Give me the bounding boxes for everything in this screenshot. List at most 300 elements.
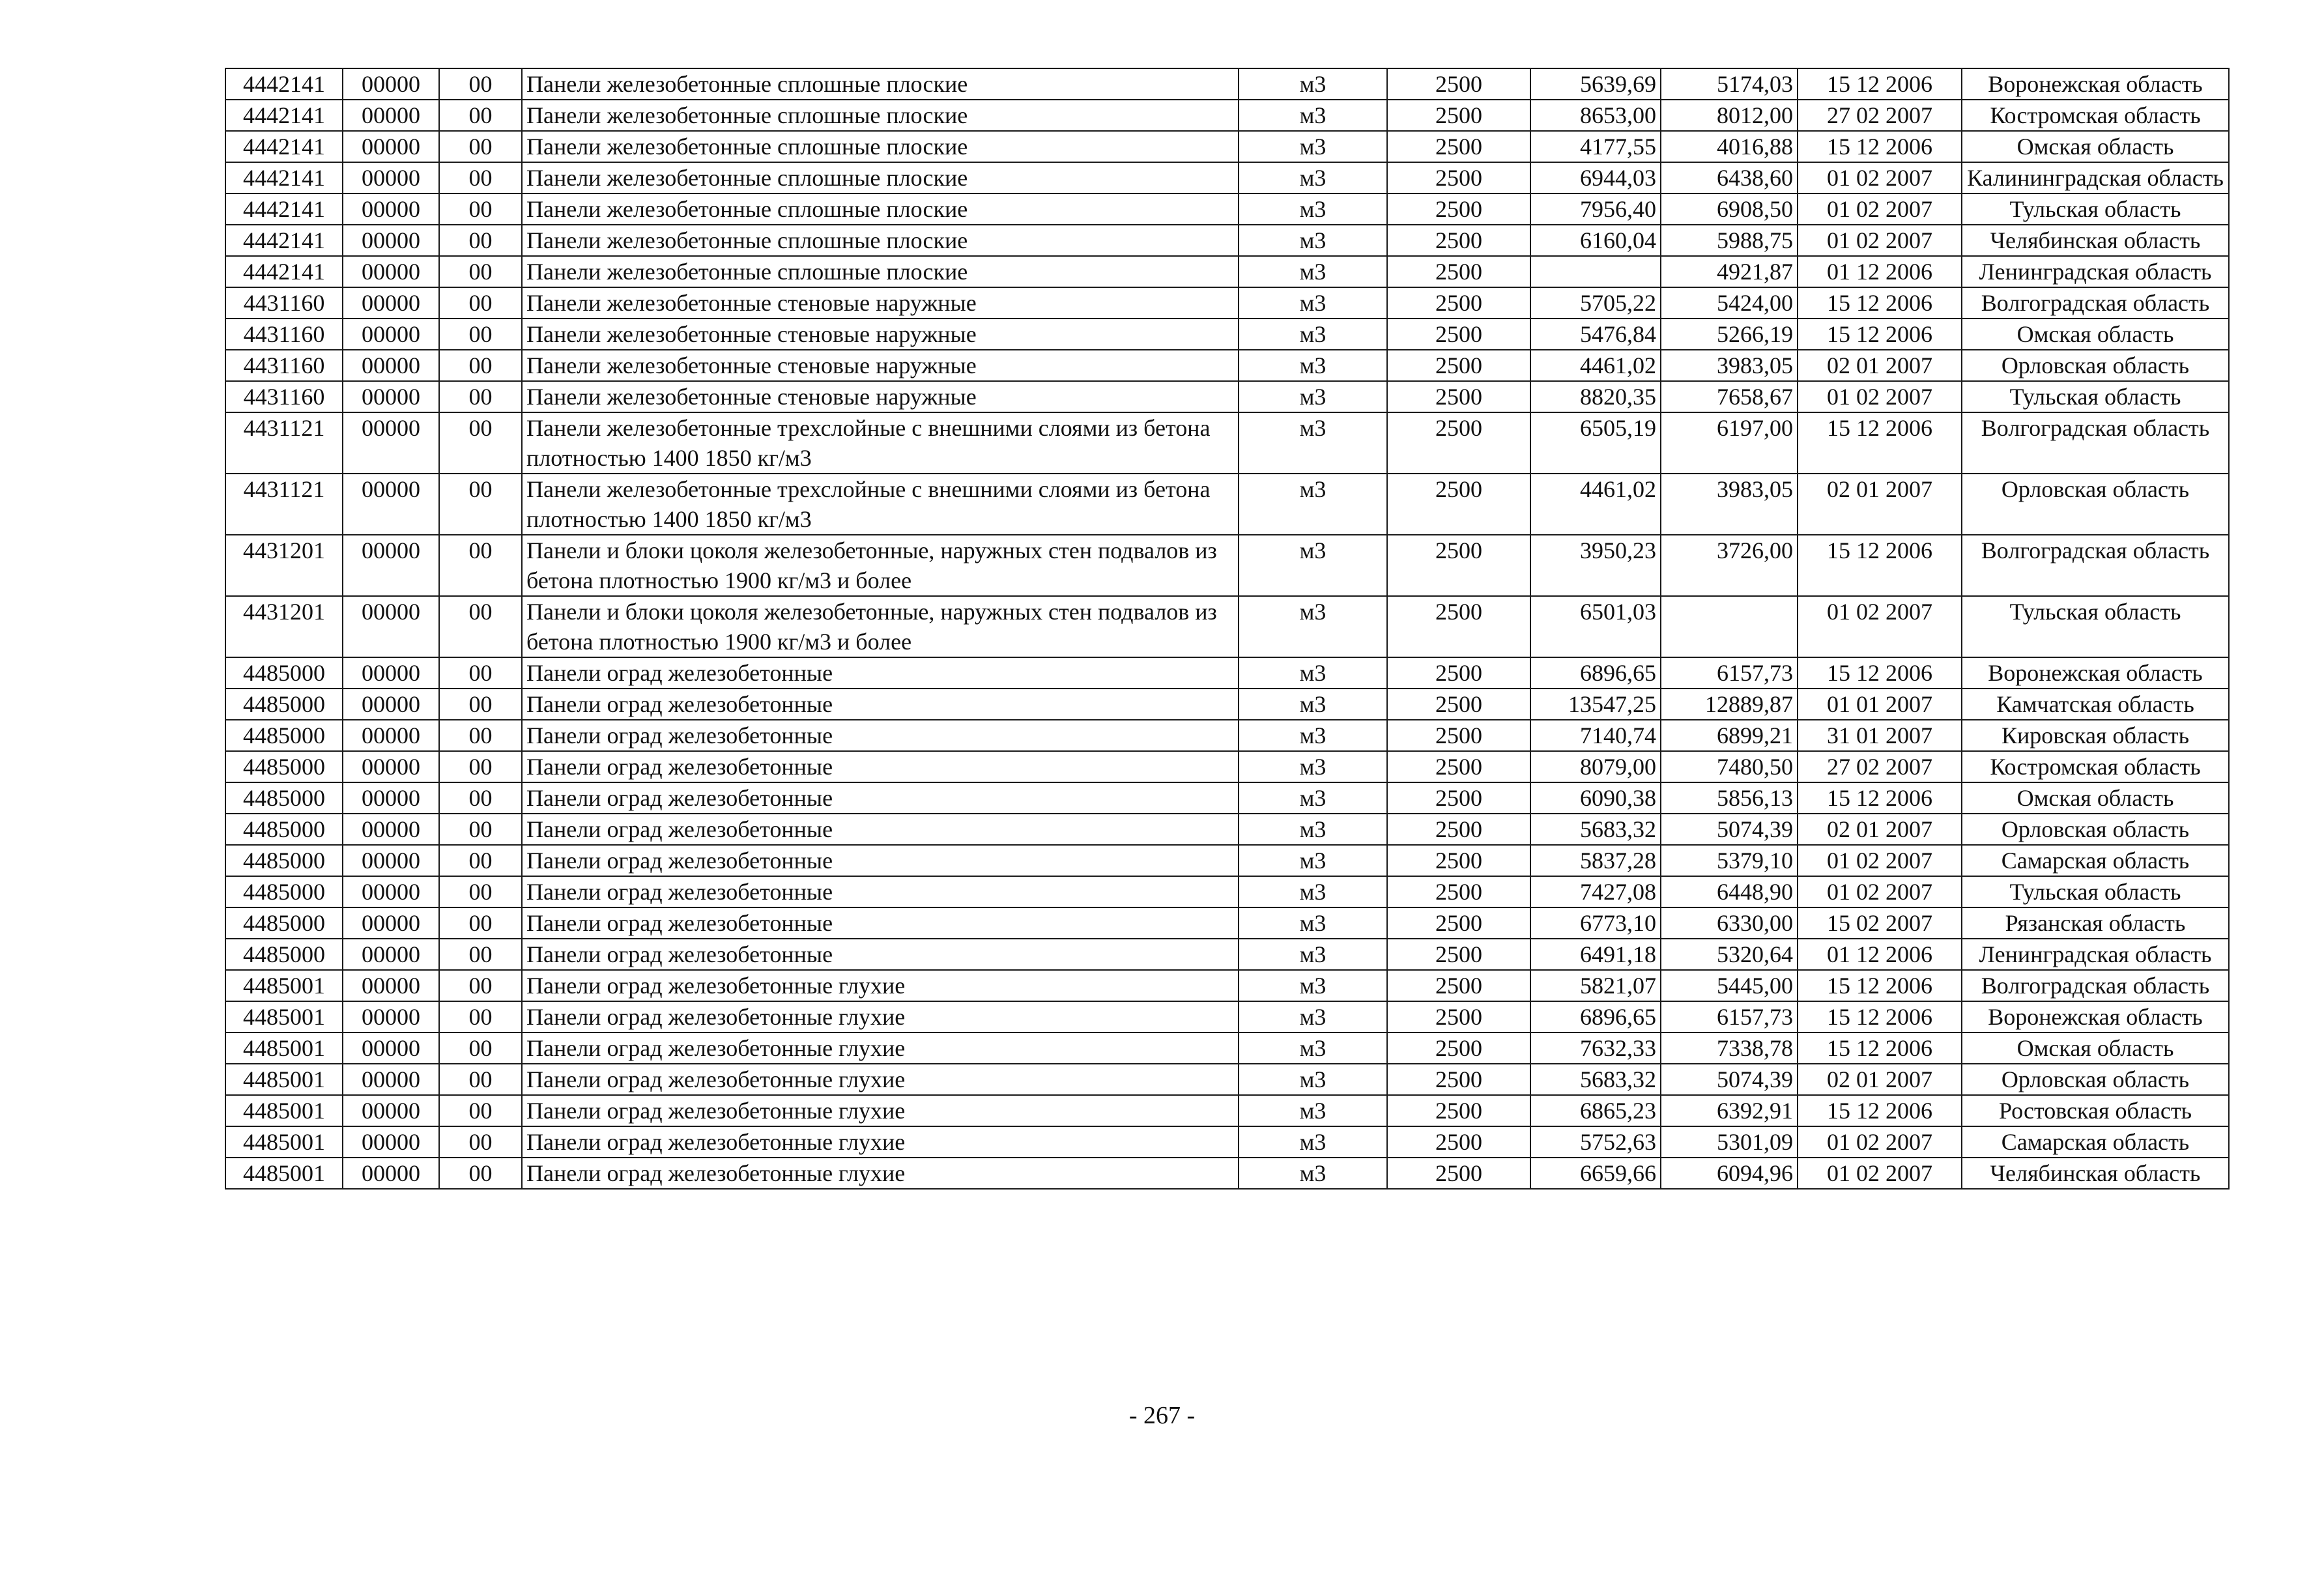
cell-price-without-vat: 7658,67: [1661, 381, 1798, 412]
cell-quantity: 2500: [1387, 845, 1530, 876]
cell-price-with-vat: 8653,00: [1530, 100, 1661, 131]
cell-code: 4442141: [225, 225, 343, 256]
cell-product-name: Панели оград железобетонные глухие: [522, 1033, 1239, 1064]
cell-subcode: 00000: [343, 845, 439, 876]
cell-unit: м3: [1239, 319, 1387, 350]
cell-price-with-vat: 6773,10: [1530, 907, 1661, 939]
cell-quantity: 2500: [1387, 1033, 1530, 1064]
cell-suffix: 00: [439, 1001, 522, 1033]
cell-price-with-vat: 5683,32: [1530, 1064, 1661, 1095]
cell-suffix: 00: [439, 720, 522, 751]
cell-suffix: 00: [439, 657, 522, 689]
cell-region: Воронежская область: [1962, 68, 2229, 100]
table-row: [225, 751, 2229, 782]
cell-date: 02 01 2007: [1798, 350, 1962, 381]
cell-subcode: 00000: [343, 1033, 439, 1064]
cell-product-name: Панели железобетонные сплошные плоские: [522, 131, 1239, 162]
cell-code: 4431160: [225, 350, 343, 381]
cell-price-with-vat: 5837,28: [1530, 845, 1661, 876]
cell-product-name: Панели оград железобетонные глухие: [522, 1001, 1239, 1033]
cell-date: 15 12 2006: [1798, 535, 1962, 596]
cell-price-with-vat: 5752,63: [1530, 1126, 1661, 1158]
cell-product-name: Панели железобетонные трехслойные с внешними слоями из бетона плотностью 1400 1850 кг/м3: [522, 412, 1239, 474]
cell-price-with-vat: 5639,69: [1530, 68, 1661, 100]
cell-unit: м3: [1239, 939, 1387, 970]
table-row: [225, 287, 2229, 319]
table-row: [225, 100, 2229, 131]
cell-product-name: Панели железобетонные стеновые наружные: [522, 319, 1239, 350]
cell-quantity: 2500: [1387, 782, 1530, 814]
cell-suffix: 00: [439, 751, 522, 782]
cell-price-with-vat: 5821,07: [1530, 970, 1661, 1001]
cell-price-without-vat: 5266,19: [1661, 319, 1798, 350]
cell-date: 31 01 2007: [1798, 720, 1962, 751]
cell-unit: м3: [1239, 256, 1387, 287]
cell-quantity: 2500: [1387, 970, 1530, 1001]
cell-price-with-vat: 7956,40: [1530, 193, 1661, 225]
cell-code: 4431201: [225, 596, 343, 657]
cell-price-without-vat: 5379,10: [1661, 845, 1798, 876]
cell-quantity: 2500: [1387, 535, 1530, 596]
cell-region: Тульская область: [1962, 193, 2229, 225]
cell-unit: м3: [1239, 1126, 1387, 1158]
cell-code: 4485000: [225, 689, 343, 720]
cell-unit: м3: [1239, 68, 1387, 100]
cell-product-name: Панели железобетонные стеновые наружные: [522, 350, 1239, 381]
cell-quantity: 2500: [1387, 720, 1530, 751]
cell-price-without-vat: 3983,05: [1661, 350, 1798, 381]
cell-region: Кировская область: [1962, 720, 2229, 751]
cell-date: 01 02 2007: [1798, 381, 1962, 412]
cell-price-without-vat: 6157,73: [1661, 1001, 1798, 1033]
cell-quantity: 2500: [1387, 412, 1530, 474]
cell-price-without-vat: 12889,87: [1661, 689, 1798, 720]
cell-product-name: Панели железобетонные сплошные плоские: [522, 225, 1239, 256]
cell-region: Ленинградская область: [1962, 939, 2229, 970]
table-row: [225, 225, 2229, 256]
cell-quantity: 2500: [1387, 689, 1530, 720]
table-row: [225, 193, 2229, 225]
cell-unit: м3: [1239, 350, 1387, 381]
cell-product-name: Панели железобетонные трехслойные с внешними слоями из бетона плотностью 1400 1850 кг/м3: [522, 474, 1239, 535]
cell-subcode: 00000: [343, 1158, 439, 1189]
cell-unit: м3: [1239, 907, 1387, 939]
cell-unit: м3: [1239, 225, 1387, 256]
cell-subcode: 00000: [343, 319, 439, 350]
cell-code: 4442141: [225, 68, 343, 100]
cell-price-without-vat: 5445,00: [1661, 970, 1798, 1001]
cell-quantity: 2500: [1387, 319, 1530, 350]
cell-subcode: 00000: [343, 193, 439, 225]
cell-region: Рязанская область: [1962, 907, 2229, 939]
cell-price-without-vat: 5856,13: [1661, 782, 1798, 814]
cell-price-without-vat: 5301,09: [1661, 1126, 1798, 1158]
cell-product-name: Панели железобетонные сплошные плоские: [522, 193, 1239, 225]
table-row: [225, 319, 2229, 350]
cell-region: Тульская область: [1962, 596, 2229, 657]
cell-subcode: 00000: [343, 1095, 439, 1126]
cell-suffix: 00: [439, 939, 522, 970]
cell-code: 4442141: [225, 100, 343, 131]
cell-price-without-vat: 6094,96: [1661, 1158, 1798, 1189]
cell-region: Волгоградская область: [1962, 535, 2229, 596]
cell-price-with-vat: 6896,65: [1530, 657, 1661, 689]
cell-quantity: 2500: [1387, 876, 1530, 907]
table-row: [225, 1033, 2229, 1064]
cell-price-with-vat: 6865,23: [1530, 1095, 1661, 1126]
cell-price-with-vat: 5683,32: [1530, 814, 1661, 845]
cell-date: 01 02 2007: [1798, 162, 1962, 193]
cell-price-without-vat: 6899,21: [1661, 720, 1798, 751]
cell-date: 01 01 2007: [1798, 689, 1962, 720]
cell-product-name: Панели железобетонные стеновые наружные: [522, 381, 1239, 412]
table-row: [225, 1064, 2229, 1095]
page-number: - 267 -: [1128, 1402, 1196, 1429]
cell-date: 01 02 2007: [1798, 193, 1962, 225]
cell-price-with-vat: 3950,23: [1530, 535, 1661, 596]
cell-code: 4431160: [225, 287, 343, 319]
cell-quantity: 2500: [1387, 907, 1530, 939]
cell-quantity: 2500: [1387, 381, 1530, 412]
cell-quantity: 2500: [1387, 939, 1530, 970]
cell-code: 4485000: [225, 657, 343, 689]
cell-price-without-vat: 5988,75: [1661, 225, 1798, 256]
cell-price-without-vat: 6330,00: [1661, 907, 1798, 939]
cell-unit: м3: [1239, 1158, 1387, 1189]
cell-price-without-vat: 5320,64: [1661, 939, 1798, 970]
cell-quantity: 2500: [1387, 287, 1530, 319]
cell-suffix: 00: [439, 689, 522, 720]
table-row: [225, 474, 2229, 535]
cell-date: 27 02 2007: [1798, 100, 1962, 131]
table-body: [225, 68, 2229, 1189]
cell-region: Омская область: [1962, 1033, 2229, 1064]
cell-product-name: Панели оград железобетонные: [522, 814, 1239, 845]
cell-quantity: 2500: [1387, 131, 1530, 162]
cell-code: 4431121: [225, 412, 343, 474]
cell-region: Омская область: [1962, 782, 2229, 814]
cell-subcode: 00000: [343, 657, 439, 689]
cell-product-name: Панели оград железобетонные: [522, 657, 1239, 689]
cell-product-name: Панели железобетонные сплошные плоские: [522, 68, 1239, 100]
cell-price-without-vat: 7338,78: [1661, 1033, 1798, 1064]
cell-price-with-vat: 7632,33: [1530, 1033, 1661, 1064]
cell-price-without-vat: 3726,00: [1661, 535, 1798, 596]
cell-price-with-vat: 4461,02: [1530, 474, 1661, 535]
cell-subcode: 00000: [343, 68, 439, 100]
cell-code: 4485000: [225, 907, 343, 939]
cell-suffix: 00: [439, 350, 522, 381]
cell-product-name: Панели оград железобетонные: [522, 720, 1239, 751]
table-row: [225, 814, 2229, 845]
cell-subcode: 00000: [343, 876, 439, 907]
cell-suffix: 00: [439, 474, 522, 535]
cell-code: 4431121: [225, 474, 343, 535]
cell-product-name: Панели оград железобетонные: [522, 751, 1239, 782]
cell-price-with-vat: 5705,22: [1530, 287, 1661, 319]
cell-product-name: Панели и блоки цоколя железобетонные, наружных стен подвалов из бетона плотностью 1900 кг/м3 и более: [522, 596, 1239, 657]
cell-subcode: 00000: [343, 970, 439, 1001]
cell-date: 01 12 2006: [1798, 256, 1962, 287]
table-row: [225, 1126, 2229, 1158]
cell-product-name: Панели оград железобетонные: [522, 876, 1239, 907]
cell-subcode: 00000: [343, 1001, 439, 1033]
table-row: [225, 657, 2229, 689]
table-row: [225, 381, 2229, 412]
cell-price-without-vat: 6438,60: [1661, 162, 1798, 193]
cell-date: 15 12 2006: [1798, 1033, 1962, 1064]
cell-code: 4485000: [225, 876, 343, 907]
table-row: [225, 720, 2229, 751]
cell-price-with-vat: 6505,19: [1530, 412, 1661, 474]
cell-code: 4442141: [225, 193, 343, 225]
cell-code: 4485000: [225, 845, 343, 876]
table-row: [225, 939, 2229, 970]
cell-suffix: 00: [439, 68, 522, 100]
cell-price-with-vat: 7140,74: [1530, 720, 1661, 751]
cell-region: Орловская область: [1962, 1064, 2229, 1095]
cell-unit: м3: [1239, 162, 1387, 193]
cell-product-name: Панели и блоки цоколя железобетонные, наружных стен подвалов из бетона плотностью 1900 кг/м3 и более: [522, 535, 1239, 596]
cell-suffix: 00: [439, 782, 522, 814]
cell-unit: м3: [1239, 720, 1387, 751]
cell-quantity: 2500: [1387, 350, 1530, 381]
cell-region: Воронежская область: [1962, 657, 2229, 689]
cell-region: Костромская область: [1962, 751, 2229, 782]
cell-code: 4485000: [225, 751, 343, 782]
cell-quantity: 2500: [1387, 751, 1530, 782]
table-row: [225, 350, 2229, 381]
cell-unit: м3: [1239, 876, 1387, 907]
cell-code: 4485000: [225, 814, 343, 845]
cell-code: 4485001: [225, 1064, 343, 1095]
cell-price-without-vat: 6448,90: [1661, 876, 1798, 907]
cell-date: 27 02 2007: [1798, 751, 1962, 782]
cell-code: 4442141: [225, 256, 343, 287]
table-row: [225, 1095, 2229, 1126]
cell-date: 15 12 2006: [1798, 1001, 1962, 1033]
cell-unit: м3: [1239, 412, 1387, 474]
cell-region: Камчатская область: [1962, 689, 2229, 720]
cell-price-without-vat: 4921,87: [1661, 256, 1798, 287]
cell-date: 15 02 2007: [1798, 907, 1962, 939]
cell-price-with-vat: 5476,84: [1530, 319, 1661, 350]
cell-subcode: 00000: [343, 350, 439, 381]
table-row: [225, 782, 2229, 814]
cell-unit: м3: [1239, 657, 1387, 689]
cell-suffix: 00: [439, 287, 522, 319]
cell-price-with-vat: 4461,02: [1530, 350, 1661, 381]
table-row: [225, 256, 2229, 287]
cell-subcode: 00000: [343, 287, 439, 319]
cell-price-with-vat: 4177,55: [1530, 131, 1661, 162]
cell-code: 4431160: [225, 381, 343, 412]
cell-region: Тульская область: [1962, 876, 2229, 907]
cell-region: Орловская область: [1962, 350, 2229, 381]
cell-unit: м3: [1239, 1064, 1387, 1095]
table-row: [225, 535, 2229, 596]
cell-price-with-vat: 8079,00: [1530, 751, 1661, 782]
cell-subcode: 00000: [343, 689, 439, 720]
cell-price-without-vat: 5074,39: [1661, 814, 1798, 845]
table-row: [225, 689, 2229, 720]
cell-code: 4485000: [225, 939, 343, 970]
cell-product-name: Панели железобетонные стеновые наружные: [522, 287, 1239, 319]
cell-suffix: 00: [439, 814, 522, 845]
cell-price-without-vat: 6157,73: [1661, 657, 1798, 689]
cell-region: Волгоградская область: [1962, 970, 2229, 1001]
cell-unit: м3: [1239, 193, 1387, 225]
cell-suffix: 00: [439, 319, 522, 350]
cell-subcode: 00000: [343, 225, 439, 256]
cell-suffix: 00: [439, 845, 522, 876]
cell-price-with-vat: 6090,38: [1530, 782, 1661, 814]
cell-code: 4431160: [225, 319, 343, 350]
table-row: [225, 596, 2229, 657]
cell-date: 15 12 2006: [1798, 970, 1962, 1001]
cell-date: 02 01 2007: [1798, 814, 1962, 845]
cell-product-name: Панели железобетонные сплошные плоские: [522, 100, 1239, 131]
cell-date: 15 12 2006: [1798, 131, 1962, 162]
cell-unit: м3: [1239, 1033, 1387, 1064]
table-row: [225, 970, 2229, 1001]
cell-date: 01 12 2006: [1798, 939, 1962, 970]
cell-date: 15 12 2006: [1798, 412, 1962, 474]
cell-quantity: 2500: [1387, 657, 1530, 689]
cell-unit: м3: [1239, 814, 1387, 845]
cell-subcode: 00000: [343, 1064, 439, 1095]
cell-date: 15 12 2006: [1798, 319, 1962, 350]
cell-code: 4442141: [225, 162, 343, 193]
cell-region: Костромская область: [1962, 100, 2229, 131]
cell-suffix: 00: [439, 193, 522, 225]
cell-subcode: 00000: [343, 100, 439, 131]
cell-suffix: 00: [439, 381, 522, 412]
cell-quantity: 2500: [1387, 68, 1530, 100]
cell-subcode: 00000: [343, 412, 439, 474]
cell-region: Омская область: [1962, 319, 2229, 350]
cell-subcode: 00000: [343, 596, 439, 657]
cell-unit: м3: [1239, 535, 1387, 596]
cell-region: Ростовская область: [1962, 1095, 2229, 1126]
cell-region: Самарская область: [1962, 1126, 2229, 1158]
cell-quantity: 2500: [1387, 1064, 1530, 1095]
cell-quantity: 2500: [1387, 225, 1530, 256]
cell-code: 4485000: [225, 720, 343, 751]
cell-suffix: 00: [439, 1158, 522, 1189]
cell-price-with-vat: 6491,18: [1530, 939, 1661, 970]
cell-price-with-vat: 6659,66: [1530, 1158, 1661, 1189]
cell-subcode: 00000: [343, 162, 439, 193]
table-row: [225, 907, 2229, 939]
cell-price-with-vat: 7427,08: [1530, 876, 1661, 907]
cell-suffix: 00: [439, 1095, 522, 1126]
cell-quantity: 2500: [1387, 1001, 1530, 1033]
cell-region: Волгоградская область: [1962, 287, 2229, 319]
table-row: [225, 1001, 2229, 1033]
cell-code: 4485001: [225, 1001, 343, 1033]
cell-unit: м3: [1239, 381, 1387, 412]
cell-suffix: 00: [439, 256, 522, 287]
cell-suffix: 00: [439, 970, 522, 1001]
cell-unit: м3: [1239, 689, 1387, 720]
cell-price-without-vat: 4016,88: [1661, 131, 1798, 162]
cell-code: 4442141: [225, 131, 343, 162]
cell-subcode: 00000: [343, 535, 439, 596]
cell-price-with-vat: 6160,04: [1530, 225, 1661, 256]
cell-price-without-vat: 3983,05: [1661, 474, 1798, 535]
cell-region: Самарская область: [1962, 845, 2229, 876]
cell-region: Волгоградская область: [1962, 412, 2229, 474]
cell-subcode: 00000: [343, 782, 439, 814]
cell-unit: м3: [1239, 474, 1387, 535]
cell-suffix: 00: [439, 1064, 522, 1095]
cell-subcode: 00000: [343, 751, 439, 782]
cell-date: 02 01 2007: [1798, 1064, 1962, 1095]
cell-product-name: Панели оград железобетонные глухие: [522, 1064, 1239, 1095]
cell-unit: м3: [1239, 1001, 1387, 1033]
cell-price-with-vat: 6944,03: [1530, 162, 1661, 193]
cell-price-without-vat: 6197,00: [1661, 412, 1798, 474]
cell-region: Калининградская область: [1962, 162, 2229, 193]
cell-quantity: 2500: [1387, 256, 1530, 287]
cell-product-name: Панели оград железобетонные глухие: [522, 970, 1239, 1001]
cell-price-without-vat: 8012,00: [1661, 100, 1798, 131]
cell-region: Омская область: [1962, 131, 2229, 162]
cell-quantity: 2500: [1387, 596, 1530, 657]
table-row: [225, 412, 2229, 474]
cell-product-name: Панели железобетонные сплошные плоские: [522, 256, 1239, 287]
cell-suffix: 00: [439, 1033, 522, 1064]
cell-price-without-vat: [1661, 596, 1798, 657]
cell-product-name: Панели оград железобетонные: [522, 689, 1239, 720]
cell-price-with-vat: 6501,03: [1530, 596, 1661, 657]
cell-quantity: 2500: [1387, 162, 1530, 193]
cell-price-without-vat: 5424,00: [1661, 287, 1798, 319]
cell-product-name: Панели оград железобетонные: [522, 845, 1239, 876]
cell-suffix: 00: [439, 907, 522, 939]
cell-quantity: 2500: [1387, 193, 1530, 225]
cell-price-with-vat: [1530, 256, 1661, 287]
cell-price-with-vat: 8820,35: [1530, 381, 1661, 412]
cell-unit: м3: [1239, 287, 1387, 319]
cell-price-with-vat: 13547,25: [1530, 689, 1661, 720]
cell-product-name: Панели оград железобетонные: [522, 782, 1239, 814]
cell-subcode: 00000: [343, 814, 439, 845]
table-row: [225, 876, 2229, 907]
cell-date: 01 02 2007: [1798, 1158, 1962, 1189]
cell-code: 4485001: [225, 1158, 343, 1189]
cell-date: 01 02 2007: [1798, 845, 1962, 876]
cell-suffix: 00: [439, 100, 522, 131]
cell-date: 01 02 2007: [1798, 1126, 1962, 1158]
cell-product-name: Панели оград железобетонные: [522, 939, 1239, 970]
cell-unit: м3: [1239, 100, 1387, 131]
cell-quantity: 2500: [1387, 814, 1530, 845]
cell-date: 01 02 2007: [1798, 225, 1962, 256]
cell-subcode: 00000: [343, 907, 439, 939]
cell-quantity: 2500: [1387, 100, 1530, 131]
cell-price-without-vat: 6392,91: [1661, 1095, 1798, 1126]
cell-suffix: 00: [439, 412, 522, 474]
cell-code: 4485000: [225, 782, 343, 814]
cell-code: 4485001: [225, 970, 343, 1001]
cell-price-with-vat: 6896,65: [1530, 1001, 1661, 1033]
cell-region: Орловская область: [1962, 474, 2229, 535]
cell-quantity: 2500: [1387, 1158, 1530, 1189]
cell-unit: м3: [1239, 596, 1387, 657]
cell-price-without-vat: 5174,03: [1661, 68, 1798, 100]
